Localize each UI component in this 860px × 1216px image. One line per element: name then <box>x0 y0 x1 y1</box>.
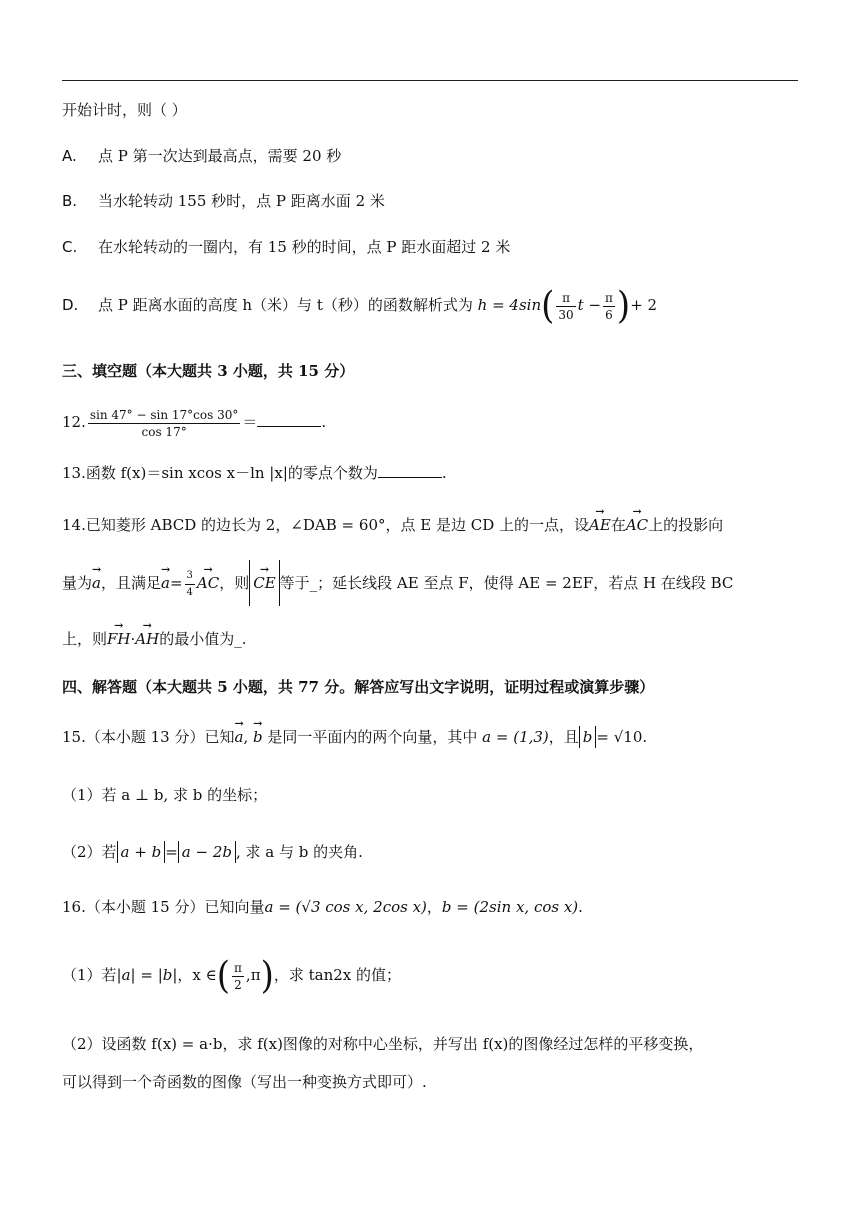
q16-a-value: a = (√3 cos x, 2cos x) <box>264 898 427 916</box>
q16-b-value: b = (2sin x, cos x) <box>441 898 579 916</box>
interval-close: ) <box>260 954 274 998</box>
vec-fh: → FH <box>107 628 131 650</box>
header-rule <box>62 80 798 81</box>
q12-fraction <box>88 407 241 440</box>
vec-ce: → CE <box>253 560 275 606</box>
abs-b: b <box>579 726 597 748</box>
frac-pi-2: $\frac{\pi}{2}$ <box>234 960 242 992</box>
q14-eq: = <box>169 574 183 592</box>
option-d-label: D. <box>62 296 79 314</box>
q16-end: . <box>578 898 583 916</box>
vec-ac-2: → AC <box>197 560 219 606</box>
option-d <box>62 282 657 328</box>
q16-part-1 <box>62 952 401 998</box>
option-a-text: 点 P 第一次达到最高点，需要 20 秒 <box>98 147 342 165</box>
vec-a: → a <box>92 560 101 606</box>
option-c <box>62 236 510 258</box>
question-14-line-1 <box>62 514 723 536</box>
question-14-line-3 <box>62 628 247 650</box>
q16-p1-in: ，x ∈ <box>177 966 217 984</box>
frac-pi-30: $\frac{\pi}{30}$ <box>558 290 574 322</box>
option-d-t: t − <box>577 296 602 314</box>
q12-blank <box>257 412 321 427</box>
q16-comma: ， <box>426 898 442 916</box>
frac-pi-6: $\frac{\pi}{6}$ <box>605 290 613 322</box>
vec-ac: → AC <box>626 514 648 536</box>
q13-text: 13.函数 f(x)＝sin xcos x－ln |x|的零点个数为 <box>62 464 378 482</box>
q15-part-2 <box>62 841 363 863</box>
q15-p2-tail: , 求 a 与 b 的夹角. <box>235 843 363 861</box>
section-4-heading: 四、解答题（本大题共 5 小题，共 77 分。解答应写出文字说明，证明过程或演算步骤） <box>62 678 655 696</box>
option-c-text: 在水轮转动的一圈内，有 15 秒的时间，点 P 距水面超过 2 米 <box>98 238 511 256</box>
paren-close: ) <box>616 284 631 328</box>
abs-ce <box>249 560 279 606</box>
q15-b-value: = √10. <box>596 728 648 746</box>
q15-p2-head: （2）若 <box>62 843 117 861</box>
option-a <box>62 145 341 167</box>
question-12: 12. $\frac{\sin 47^\circ - \sin 17^\circ\cos 30^\circ}{\cos 17^\circ}$ ＝ . <box>62 407 327 439</box>
interval-open: ( <box>216 954 231 998</box>
q12-eq: ＝ <box>242 413 258 431</box>
q14-dot: · <box>130 630 136 648</box>
q14-text-8: 的最小值为_. <box>159 630 247 648</box>
q15-p2-eq: = <box>165 843 178 861</box>
option-b-label: B. <box>62 192 78 210</box>
q16-p1-tail: ，求 tan2x 的值； <box>273 966 401 984</box>
q14-zai: 在 <box>610 516 626 534</box>
option-c-label: C. <box>62 238 78 256</box>
q16-head: 16.（本小题 15 分）已知向量 <box>62 898 265 916</box>
q16-part-2-line-2: 可以得到一个奇函数的图像（写出一种变换方式即可）. <box>62 1073 427 1091</box>
q16-p1-eq: |a| = |b| <box>116 966 178 984</box>
q15-mid: 是同一平面内的两个向量，其中 <box>267 728 478 746</box>
q15-a-value: a = (1,3) <box>482 728 549 746</box>
question-13: 13.函数 f(x)＝sin xcos x－ln |x|的零点个数为 . <box>62 464 447 482</box>
q14-text-6: 等于_；延长线段 AE 至点 F，使得 AE = 2EF，若点 H 在线段 BC <box>279 574 734 592</box>
option-d-formula-start: h = 4sin <box>477 296 542 314</box>
q14-text-1: 14.已知菱形 ABCD 的边长为 2，∠DAB = 60°，点 E 是边 CD 上的一点，设 <box>62 516 590 534</box>
paren-open: ( <box>541 284 555 328</box>
q16-p1-pi: ,π <box>245 966 261 984</box>
question-15-stem: 15.（本小题 13 分）已知→ a, → b 是同一平面内的两个向量，其中 a = (1,3)，且 b = √10. <box>62 726 647 748</box>
q13-blank <box>378 463 442 478</box>
option-d-end: + 2 <box>630 296 658 314</box>
option-b-text: 当水轮转动 155 秒时，点 P 距离水面 2 米 <box>98 192 385 210</box>
q15-part-1: （1）若 a ⊥ b, 求 b 的坐标； <box>62 786 268 804</box>
q12-denominator: cos 17° <box>141 424 187 439</box>
q14-text-7: 上，则 <box>62 630 108 648</box>
option-b <box>62 190 385 212</box>
q16-part-2-line-1: （2）设函数 f(x) = a·b，求 f(x)图像的对称中心坐标，并写出 f(x)的图像经过怎样的平移变换， <box>62 1035 704 1053</box>
q14-text-3: 量为 <box>62 574 93 592</box>
vec-a-q15: → a <box>234 726 243 748</box>
abs-a-minus-2b: a − 2b <box>178 841 236 863</box>
q14-text-4: ，且满足 <box>100 574 161 592</box>
question-14-line-2 <box>62 560 733 606</box>
q15-head: 15.（本小题 13 分）已知 <box>62 728 235 746</box>
section-3-heading: 三、填空题（本大题共 3 小题，共 15 分） <box>62 362 355 380</box>
q16-p1-head: （1）若 <box>62 966 117 984</box>
vec-ah: → AH <box>135 628 159 650</box>
question-16-stem <box>62 896 583 918</box>
q12-number: 12. <box>62 413 86 431</box>
vec-b-q15: → b <box>253 726 263 748</box>
vec-ae: → AE <box>589 514 611 536</box>
question-intro: 开始计时，则（ ） <box>62 101 187 119</box>
q14-text-5: ，则 <box>219 574 250 592</box>
q15-and: ，且 <box>548 728 579 746</box>
option-d-text: 点 P 距离水面的高度 h（米）与 t（秒）的函数解析式为 <box>98 296 473 314</box>
q14-text-2: 上的投影向 <box>648 516 724 534</box>
q12-numerator: sin 47° − sin 17°cos 30° <box>89 407 239 422</box>
vec-a-2: → a <box>161 560 170 606</box>
option-a-label: A. <box>62 147 77 165</box>
frac-3-4: $\frac{3}{4}$ <box>186 569 193 598</box>
abs-a-plus-b: a + b <box>117 841 166 863</box>
